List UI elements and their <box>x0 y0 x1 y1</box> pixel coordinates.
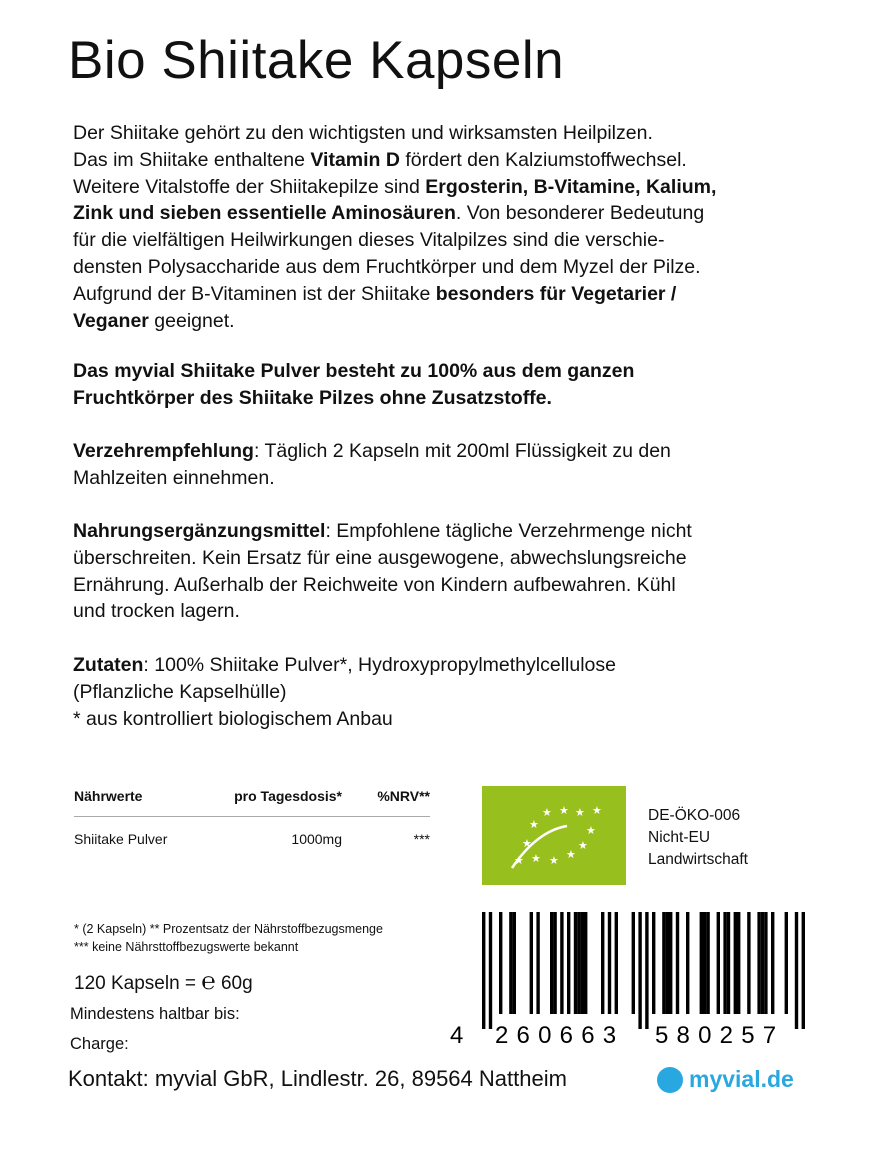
table-row <box>74 829 430 849</box>
barcode-bar <box>560 912 563 1014</box>
text: : Empfohlene tägliche Verzehrmenge nicht <box>325 520 692 542</box>
text: überschreiten. Kein Ersatz für eine ausgewogene, abwechslungsreiche <box>73 546 687 569</box>
ingredients-paragraph <box>73 652 616 732</box>
brand-logo <box>657 1066 794 1093</box>
svg-text:★: ★ <box>578 839 588 852</box>
quantity <box>74 968 253 996</box>
footnote: *** keine Nährsttoffbezugswerte bekannt <box>74 940 299 954</box>
barcode-bar <box>686 912 689 1014</box>
nutrition-table <box>74 786 430 849</box>
text: Fruchtkörper des Shiitake Pilzes ohne Zusatzstoffe. <box>73 386 552 409</box>
svg-text:★: ★ <box>566 848 576 861</box>
barcode-bar <box>509 912 512 1014</box>
table-cell: Shiitake Pulver <box>74 831 168 847</box>
barcode-bar <box>723 912 726 1014</box>
text: besonders für Vegetarier / <box>435 282 677 305</box>
barcode-bar <box>645 912 648 1029</box>
text: Das im Shiitake enthaltene <box>73 148 311 171</box>
barcode-bar <box>584 912 587 1014</box>
barcode-bar <box>489 912 492 1029</box>
text: . Von besonderer Bedeutung <box>455 202 705 225</box>
barcode-bar <box>761 912 764 1014</box>
powder-paragraph <box>73 358 634 412</box>
text: fördert den Kalziumstoffwechsel. <box>399 148 687 171</box>
batch-label: Charge: <box>70 1035 129 1053</box>
quantity-weight: 60g <box>220 973 253 994</box>
barcode-bar <box>652 912 655 1014</box>
barcode-bar <box>666 912 669 1014</box>
text: Der Shiitake gehört zu den wichtigsten und wirksamsten Heilpilzen. <box>73 122 653 144</box>
eco-origin: Landwirtschaft <box>648 851 748 868</box>
barcode-bar <box>608 912 611 1014</box>
usage-paragraph <box>73 438 671 492</box>
text: Ernährung. Außerhalb der Reichweite von Kindern aufbewahren. Kühl <box>73 573 676 596</box>
barcode-bar <box>601 912 604 1014</box>
text: geeignet. <box>148 309 235 332</box>
barcode-digits-right: 580257 <box>655 1022 785 1049</box>
text: Mahlzeiten einnehmen. <box>73 466 275 489</box>
barcode-bar <box>550 912 553 1014</box>
contact <box>68 1066 567 1092</box>
estimated-sign-icon: ℮ <box>201 968 216 995</box>
barcode-bar <box>513 912 516 1014</box>
svg-text:★: ★ <box>575 806 585 819</box>
barcode-bar <box>581 912 584 1014</box>
eco-code: DE-ÖKO-006 <box>648 807 741 824</box>
table-header <box>74 786 430 806</box>
barcode-bar <box>662 912 665 1014</box>
text: Nahrungsergänzungsmittel <box>73 520 326 542</box>
svg-text:★: ★ <box>514 854 524 867</box>
barcode-bar <box>632 912 635 1014</box>
barcode-bar <box>737 912 740 1014</box>
barcode-bar <box>734 912 737 1014</box>
text: (Pflanzliche Kapselhülle) <box>73 680 287 703</box>
best-before-label: Mindestens haltbar bis: <box>70 1005 240 1023</box>
barcode-digit-first: 4 <box>450 1022 464 1049</box>
ean-barcode <box>440 905 820 1050</box>
barcode-bar <box>530 912 533 1014</box>
eu-organic-logo <box>482 786 626 885</box>
text: Weitere Vitalstoffe der Shiitakepilze sind <box>73 175 426 198</box>
barcode-bar <box>785 912 788 1014</box>
barcode-bar <box>706 912 709 1014</box>
text: Vitamin D <box>310 148 400 171</box>
barcode-bar <box>567 912 570 1014</box>
text: Veganer <box>73 309 149 332</box>
barcode-bar <box>615 912 618 1014</box>
text: * aus kontrolliert biologischem Anbau <box>73 707 393 730</box>
leaf-stars-icon <box>482 786 626 885</box>
footnotes <box>74 920 383 956</box>
svg-text:★: ★ <box>542 806 552 819</box>
barcode-bar <box>577 912 580 1014</box>
contact-label: Kontakt: <box>68 1066 149 1091</box>
page-title: Bio Shiitake Kapseln <box>68 31 565 90</box>
text: für die vielfältigen Heilwirkungen dieses Vitalpilzes sind die verschie- <box>73 229 665 252</box>
barcode-bar <box>553 912 556 1014</box>
eco-control-info <box>648 805 748 871</box>
footnote: * (2 Kapseln) ** Prozentsatz der Nährstoffbezugsmenge <box>74 922 383 936</box>
text: : 100% Shiitake Pulver*, Hydroxypropylmethylcellulose <box>143 654 616 676</box>
text: Zink und sieben essentielle Aminosäuren <box>73 202 456 225</box>
table-cell: 1000mg <box>291 831 342 847</box>
barcode-digits-left: 260663 <box>495 1022 625 1049</box>
divider <box>74 816 430 817</box>
svg-text:★: ★ <box>522 837 532 850</box>
text: Ergosterin, B-Vitamine, Kalium, <box>425 175 717 198</box>
brand-name: myvial.de <box>689 1066 794 1092</box>
svg-text:★: ★ <box>531 852 541 865</box>
text: Zutaten <box>73 654 144 676</box>
text: : Täglich 2 Kapseln mit 200ml Flüssigkeit zu den <box>253 440 671 462</box>
svg-text:★: ★ <box>592 804 602 817</box>
quantity-count: 120 Kapseln = <box>74 973 197 994</box>
text: und trocken lagern. <box>73 600 240 623</box>
svg-text:★: ★ <box>529 818 539 831</box>
barcode-bar <box>676 912 679 1014</box>
table-cell: *** <box>413 831 430 847</box>
svg-text:★: ★ <box>559 804 569 817</box>
eco-origin: Nicht-EU <box>648 829 711 846</box>
barcode-bar <box>771 912 774 1014</box>
text: Aufgrund der B-Vitaminen ist der Shiitake <box>73 282 436 305</box>
barcode-bar <box>482 912 485 1029</box>
supplement-paragraph <box>73 518 692 625</box>
svg-text:★: ★ <box>586 824 596 837</box>
barcode-bar <box>802 912 805 1029</box>
barcode-bar <box>727 912 730 1014</box>
column-header: %NRV** <box>377 788 430 804</box>
barcode-bar <box>669 912 672 1014</box>
barcode-bar <box>703 912 706 1014</box>
barcode-bar <box>764 912 767 1014</box>
contact-address: myvial GbR, Lindlestr. 26, 89564 Nattheim <box>148 1066 567 1091</box>
barcode-bar <box>795 912 798 1029</box>
barcode-bar <box>717 912 720 1014</box>
barcode-bar <box>638 912 641 1029</box>
column-header: Nährwerte <box>74 788 143 804</box>
text: Das myvial Shiitake Pulver besteht zu 100% aus dem ganzen <box>73 360 635 382</box>
text: Verzehrempfehlung <box>73 440 254 462</box>
barcode-bar <box>700 912 703 1014</box>
svg-text:★: ★ <box>549 854 559 867</box>
column-header: pro Tagesdosis* <box>234 788 342 804</box>
text: densten Polysaccharide aus dem Fruchtkörper und dem Myzel der Pilze. <box>73 255 701 278</box>
intro-paragraph <box>73 120 716 334</box>
barcode-bar <box>574 912 577 1014</box>
barcode-bar <box>536 912 539 1014</box>
barcode-bar <box>757 912 760 1014</box>
barcode-bar <box>747 912 750 1014</box>
barcode-bar <box>499 912 502 1014</box>
globe-icon <box>657 1067 683 1093</box>
